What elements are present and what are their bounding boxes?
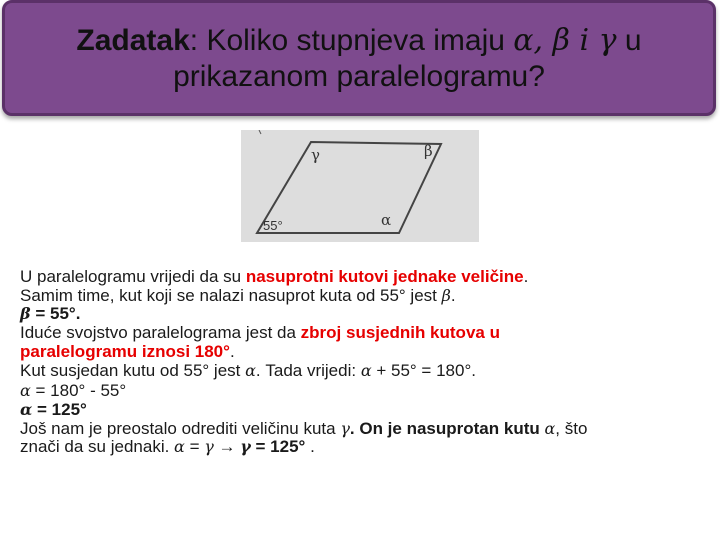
angle-55-label: 55° — [263, 218, 283, 233]
text: Iduće svojstvo paralelograma jest da — [20, 323, 301, 343]
content-line — [20, 401, 710, 420]
text: Još nam je preostalo odrediti veličinu kuta — [20, 418, 341, 438]
text: = — [184, 437, 205, 457]
text: U paralelogramu vrijedi da su — [20, 267, 246, 286]
text: = 55°. — [30, 304, 81, 324]
math-symbol: α — [360, 360, 372, 380]
math-symbol: β — [441, 285, 451, 305]
solution-text — [20, 268, 710, 457]
beta-label: β — [424, 142, 433, 160]
math-symbol: α — [245, 360, 256, 380]
text: . — [305, 437, 315, 457]
math-symbol: γ — [340, 418, 350, 438]
title-greek: α, β i γ — [513, 23, 617, 58]
text: = 125° — [32, 399, 87, 419]
title-line-2: prikazanom paralelogramu? — [173, 60, 545, 93]
parallelogram-shape — [257, 142, 441, 233]
text: Kut susjedan kutu od 55° jest — [20, 360, 246, 380]
content-line — [20, 268, 710, 287]
text: Samim time, kut koji se nalazi nasuprot kuta od 55° jest — [20, 285, 442, 305]
math-symbol: α — [20, 399, 33, 419]
math-symbol: α — [174, 437, 185, 457]
math-symbol: β — [20, 304, 31, 324]
content-line — [20, 420, 710, 439]
text: znači da su jednaki. — [20, 437, 175, 457]
math-symbol: γ — [240, 437, 251, 457]
math-symbol: α — [20, 381, 31, 401]
content-line — [20, 324, 710, 343]
text: . — [523, 267, 529, 286]
title-text-2: u — [616, 24, 642, 57]
page-title — [5, 23, 713, 95]
content-line — [20, 287, 710, 306]
text: . — [450, 285, 456, 305]
text: , što — [555, 418, 588, 438]
title-banner — [2, 0, 716, 116]
math-symbol: α — [544, 418, 556, 438]
parallelogram-figure — [241, 130, 479, 242]
arrow-icon: → — [213, 437, 241, 457]
text: = 125° — [250, 437, 306, 457]
text: . — [229, 341, 235, 361]
highlight-text: zbroj susjednih kutova u — [300, 323, 500, 343]
text: = 180° - 55° — [30, 381, 127, 401]
content-line — [20, 305, 710, 324]
content-line — [20, 438, 710, 457]
highlight-text: nasuprotni kutovi jednake veličine — [245, 267, 524, 286]
text: . Tada vrijedi: — [255, 360, 361, 380]
title-line-1 — [5, 23, 713, 59]
alpha-label: α — [381, 211, 392, 229]
text: . On je nasuprotan kutu — [349, 418, 545, 438]
title-bold-word: Zadatak — [76, 24, 190, 57]
math-symbol: γ — [204, 437, 214, 457]
title-text-1: : Koliko stupnjeva imaju — [189, 24, 514, 57]
content-line — [20, 382, 710, 401]
text: + 55° = 180°. — [371, 360, 476, 380]
content-line — [20, 362, 710, 381]
content-line — [20, 343, 710, 362]
parallelogram-diagram — [241, 130, 479, 242]
gamma-label: γ — [311, 146, 320, 164]
highlight-text: paralelogramu iznosi 180° — [20, 341, 230, 361]
